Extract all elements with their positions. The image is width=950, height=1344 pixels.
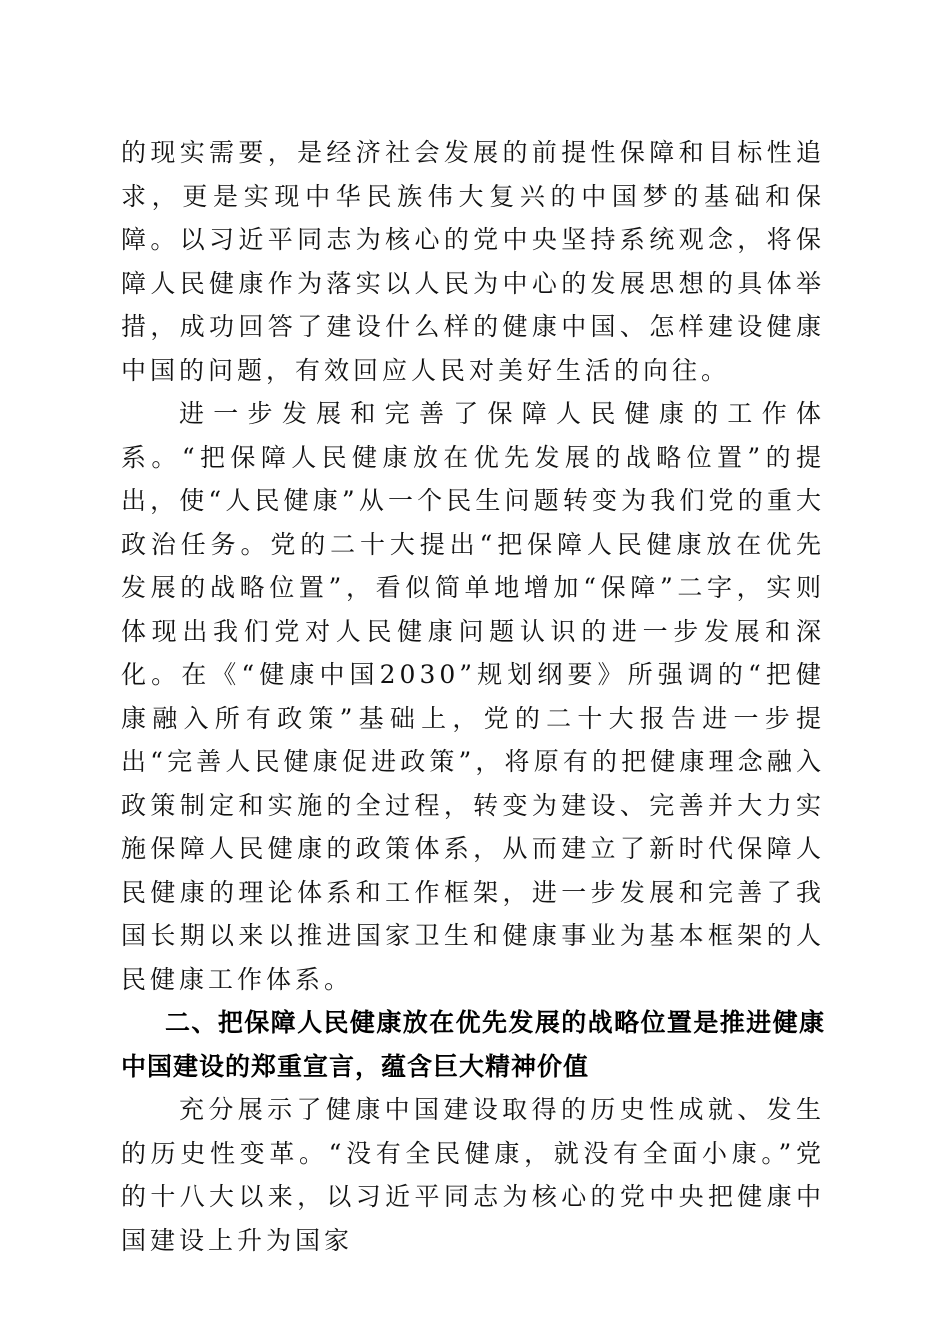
- document-body: [121, 131, 825, 1262]
- paragraph-work-system: 进一步发展和完善了保障人民健康的工作体系。“把保障人民健康放在优先发展的战略位置”的提出，使“人民健康”从一个民生问题转变为我们党的重大政治任务。党的二十大提出“把保障人民健康放在优先发展的战略位置”，看似简单地增加“保障”二字，实则体现出我们党对人民健康问题认识的进一步发展和深化。在《“健康中国2030”规划纲要》所强调的“把健康融入所有政策”基础上，党的二十大报告进一步提出“完善人民健康促进政策”，将原有的把健康理念融入政策制定和实施的全过程，转变为建设、完善并大力实施保障人民健康的政策体系，从而建立了新时代保障人民健康的理论体系和工作框架，进一步发展和完善了我国长期以来以推进国家卫生和健康事业为基本框架的人民健康工作体系。: [121, 399, 825, 994]
- section-heading-2: 二、把保障人民健康放在优先发展的战略位置是推进健康中国建设的郑重宣言，蕴含巨大精神价值: [121, 1008, 825, 1081]
- paragraph-continuation: 的现实需要，是经济社会发展的前提性保障和目标性追求，更是实现中华民族伟大复兴的中国梦的基础和保障。以习近平同志为核心的党中央坚持系统观念，将保障人民健康作为落实以人民为中心的发展思想的具体举措，成功回答了建设什么样的健康中国、怎样建设健康中国的问题，有效回应人民对美好生活的向往。: [121, 138, 825, 385]
- paragraph-achievements: 充分展示了健康中国建设取得的历史性成就、发生的历史性变革。“没有全民健康，就没有全面小康。”党的十八大以来，以习近平同志为核心的党中央把健康中国建设上升为国家: [121, 1095, 825, 1255]
